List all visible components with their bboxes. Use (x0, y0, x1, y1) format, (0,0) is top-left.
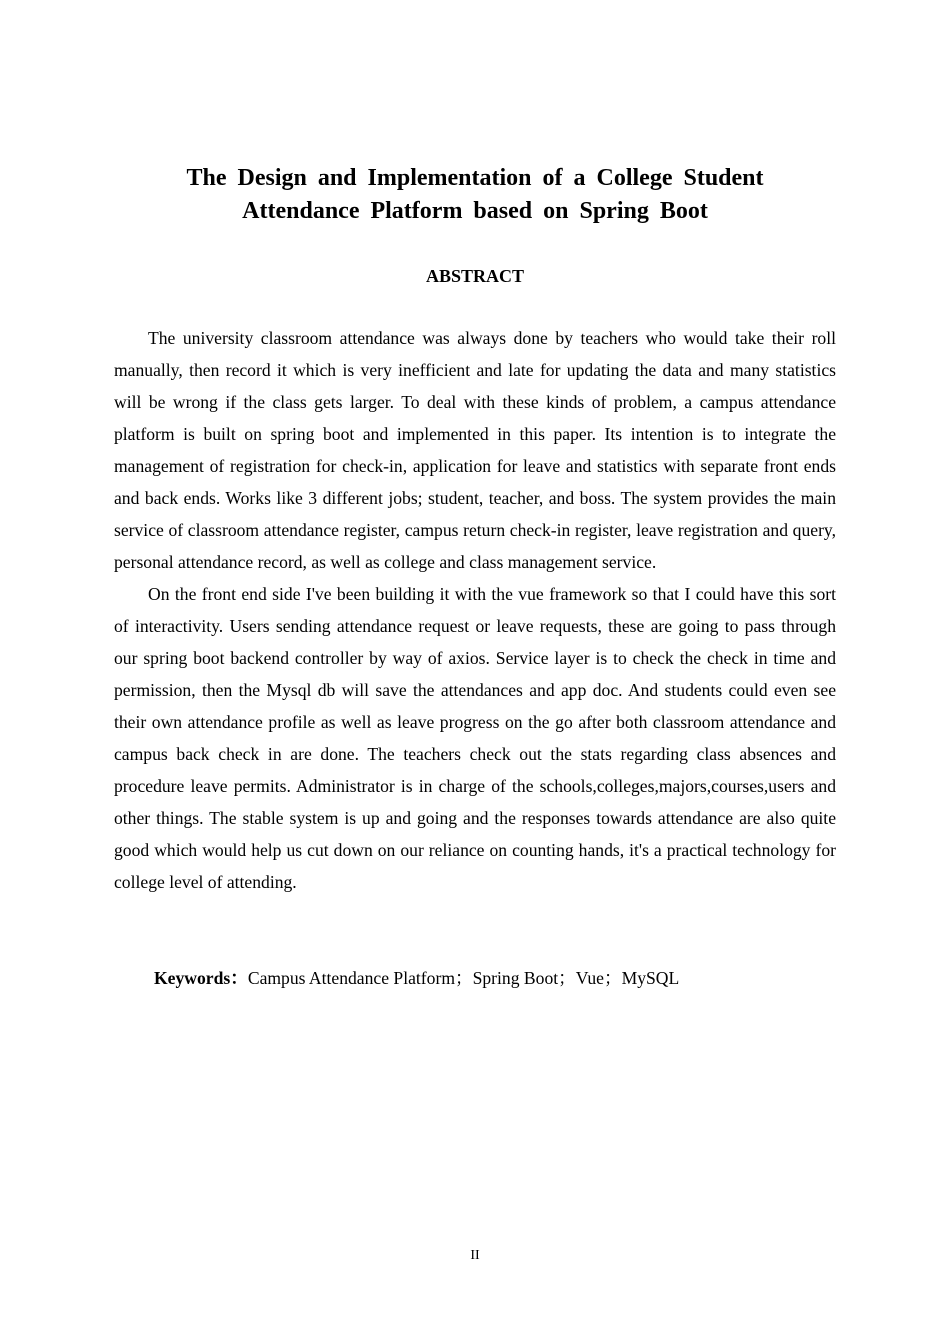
keywords-line (154, 962, 679, 994)
title-line-1: The Design and Implementation of a College Student (186, 165, 764, 191)
keywords-label: Keywords： (154, 968, 248, 988)
keywords-text: Campus Attendance Platform；Spring Boot；Vue；MySQL (247, 968, 680, 988)
abstract-paragraph-2: On the front end side I've been building it with the vue framework so that I could have this sort of interactivity. Users sending attendance request or leave requests, these are going to pass through our spring boot backend controller by way of axios. Service layer is to check the check in time and permission, then the Mysql db will save the attendances and app doc. And students could even see their own attendance profile as well as leave progress on the go after both classroom attendance and campus back check in are done. The teachers check out the stats regarding class absences and procedure leave permits. Administrator is in charge of the schools,colleges,majors,courses,users and other things. The stable system is up and going and the responses towards attendance are also quite good which would help us cut down on our reliance on counting hands, it's a practical technology for college level of attending. (114, 584, 836, 892)
title-line-2: Attendance Platform based on Spring Boot (242, 198, 708, 224)
abstract-heading: ABSTRACT (425, 266, 525, 286)
page-number: II (470, 1248, 480, 1263)
abstract-body (114, 322, 836, 898)
abstract-paragraph-1: The university classroom attendance was always done by teachers who would take their roll manually, then record it which is very inefficient and late for updating the data and many statistics will be wrong if the class gets larger. To deal with these kinds of problem, a campus attendance platform is built on spring boot and implemented in this paper. Its intention is to integrate the management of registration for check-in, application for leave and statistics with separate front ends and back ends. Works like 3 different jobs; student, teacher, and boss. The system provides the main service of classroom attendance register, campus return check-in register, leave registration and query, personal attendance record, as well as college and class management service. (114, 328, 836, 572)
page-title (150, 162, 800, 228)
